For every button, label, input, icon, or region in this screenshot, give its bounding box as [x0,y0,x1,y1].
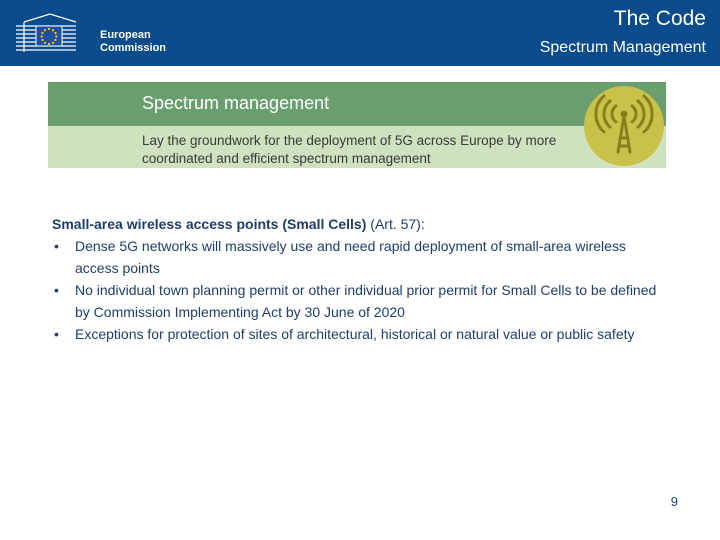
european-commission-logo [14,12,167,56]
list-item [52,323,672,345]
ec-building-icon [14,12,84,56]
list-item-text: Exceptions for protection of sites of architectural, historical or natural value or public safety [75,326,635,342]
list-item-text: No individual town planning permit or other individual prior permit for Small Cells to be defined by Commission Implementing Act by 30 June of 2020 [75,282,657,320]
bullet-list [52,235,672,345]
list-item-text: Dense 5G networks will massively use and need rapid deployment of small-area wireless access points [75,238,626,276]
list-item [52,279,672,323]
logo-line-commission: Commission [100,42,167,54]
banner-title: Spectrum management [142,93,330,113]
logo-text [100,29,166,55]
logo-line-european: European [100,29,151,41]
section-heading [52,213,672,235]
list-item [52,235,672,279]
bullet-marker: • [54,326,59,342]
header-bar [0,0,720,66]
bullet-marker: • [54,282,59,298]
section-heading-bold: Small-area wireless access points (Small Cells) [52,216,367,232]
banner-description: Lay the groundwork for the deployment of 5G across Europe by more coordinated and efficient spectrum management [142,133,557,166]
slide-title: The Code [613,7,706,30]
banner-title-bar [48,82,666,126]
page-number: 9 [670,494,678,509]
section-heading-article: (Art. 57): [366,216,425,232]
bullet-marker: • [54,238,59,254]
slide-subtitle: Spectrum Management [539,39,706,56]
wireless-antenna-icon [584,86,664,166]
banner-description-bar [48,126,666,168]
main-content [52,213,672,345]
